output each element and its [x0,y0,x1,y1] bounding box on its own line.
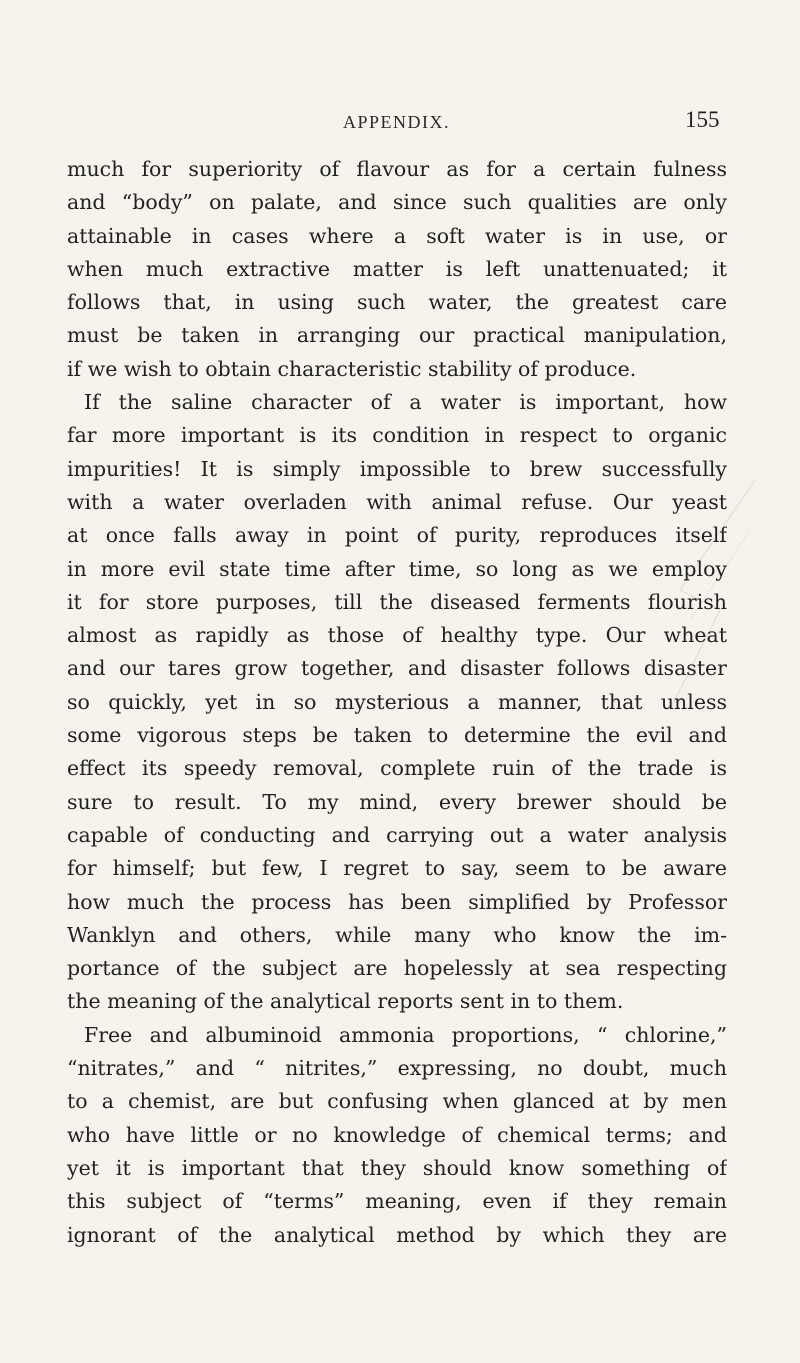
text-line: this subject of “terms” meaning, even if they remain [67,1189,727,1214]
text-line: portance of the subject are hopelessly at sea respecting [67,956,727,981]
text-line: in more evil state time after time, so long as we employ [67,556,727,581]
text-line: and “body” on palate, and since such qualities are only [67,190,727,215]
text-line: attainable in cases where a soft water is in use, or [67,223,727,248]
running-head [0,107,800,137]
text-line: and our tares grow together, and disaster follows disaster [67,656,727,681]
text-line: so quickly, yet in so mysterious a manner, that unless [67,689,727,714]
text-line: with a water overladen with animal refuse. Our yeast [67,489,727,514]
text-line: impurities! It is simply impossible to brew successfully [67,456,727,481]
text-line: at once falls away in point of purity, reproduces itself [67,523,727,548]
body-text [67,153,727,1252]
text-line: yet it is important that they should know something of [67,1155,727,1180]
text-line: sure to result. To my mind, every brewer should be [67,789,727,814]
text-line: far more important is its condition in respect to organic [67,423,727,448]
page-number: 155 [685,107,720,132]
text-line: If the saline character of a water is important, how [84,390,727,415]
text-line: Wanklyn and others, while many who know the im- [67,922,727,947]
text-line: how much the process has been simplified by Professor [67,889,727,914]
text-line: for himself; but few, I regret to say, seem to be aware [67,856,727,881]
text-line: when much extractive matter is left unattenuated; it [67,256,727,281]
text-line: almost as rapidly as those of healthy type. Our wheat [67,623,727,648]
text-line: capable of conducting and carrying out a water analysis [67,822,727,847]
text-line: much for superiority of flavour as for a certain fulness [67,157,727,181]
text-line: follows that, in using such water, the greatest care [67,290,727,315]
text-line: who have little or no knowledge of chemical terms; and [67,1122,727,1147]
text-line: effect its speedy removal, complete ruin of the trade is [67,756,727,781]
text-line: the meaning of the analytical reports sent in to them. [67,989,624,1014]
text-line: Free and albuminoid ammonia proportions, “ chlorine,” [84,1022,727,1047]
running-title: APPENDIX. [343,112,451,132]
text-line: “nitrates,” and “ nitrites,” expressing, no doubt, much [67,1056,727,1081]
text-line: if we wish to obtain characteristic stability of produce. [67,356,637,381]
text-line: some vigorous steps be taken to determine the evil and [67,723,727,748]
text-line: it for store purposes, till the diseased ferments flourish [67,589,727,614]
text-line: ignorant of the analytical method by which they are [67,1222,727,1247]
text-line: must be taken in arranging our practical manipulation, [67,323,727,348]
text-line: to a chemist, are but confusing when glanced at by men [67,1089,727,1114]
